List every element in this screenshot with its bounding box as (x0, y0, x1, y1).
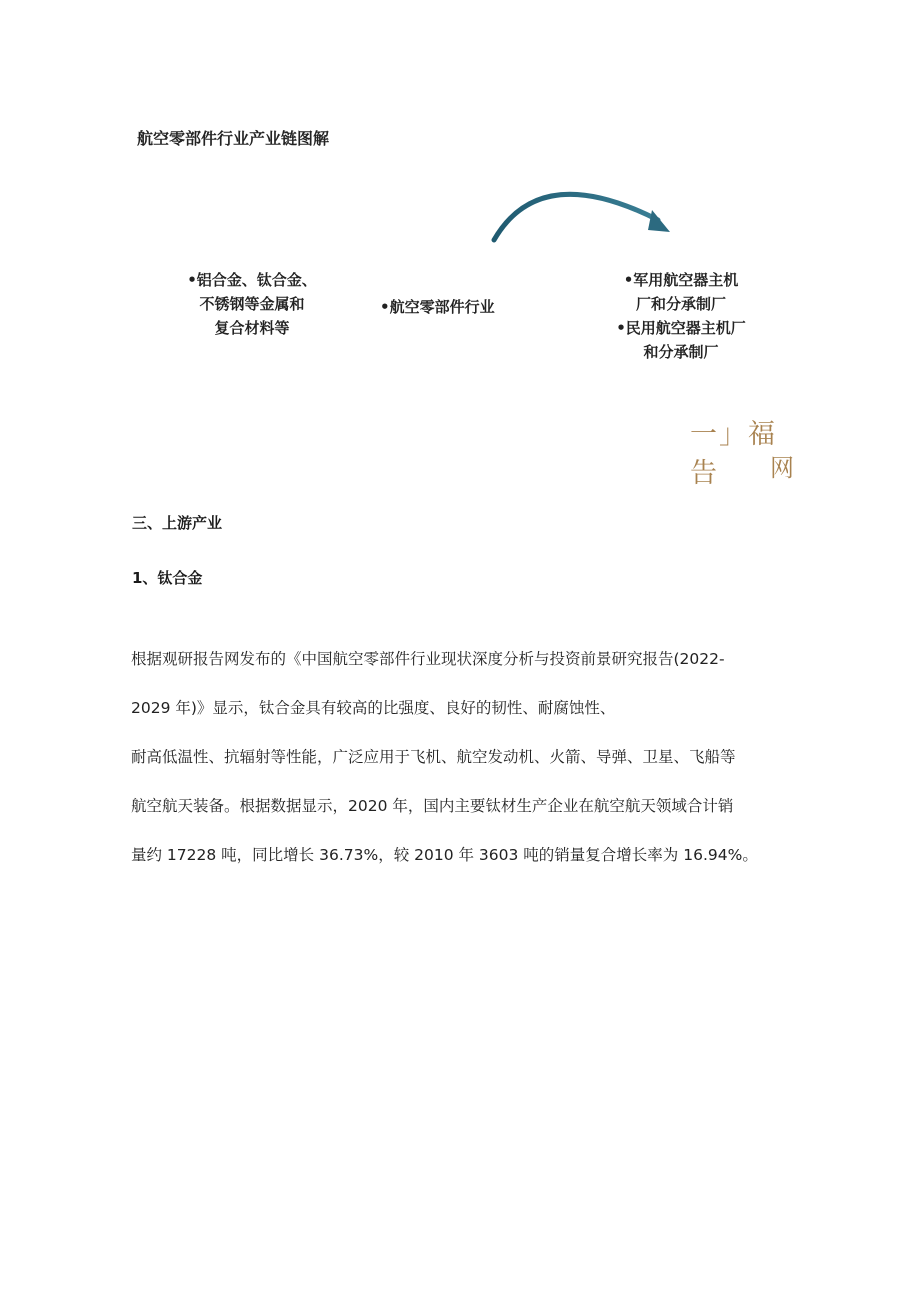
downstream-line: 和分承制厂 (643, 343, 719, 361)
body-paragraph (131, 640, 806, 885)
subsection-heading: 1、钛合金 (132, 569, 203, 587)
watermark-line1: 一」福告 (690, 419, 777, 489)
watermark-line2: 网 (770, 454, 796, 482)
downstream-line: •军用航空器主机 (623, 271, 739, 289)
paragraph-line: 根据观研报告网发布的《中国航空零部件行业现状深度分析与投资前景研究报告(2022- (131, 650, 725, 668)
downstream-line: •民用航空器主机厂 (616, 319, 746, 337)
upstream-node (172, 268, 332, 340)
paragraph-line: 2029 年)》显示，钛合金具有较高的比强度、良好的韧性、耐腐蚀性、 (131, 699, 616, 717)
flow-arrow (480, 170, 680, 250)
watermark (690, 412, 802, 489)
paragraph-line: 量约 17228 吨，同比增长 36.73%，较 2010 年 3603 吨的销量复合增长率为 16.94%。 (131, 846, 758, 864)
diagram-title: 航空零部件行业产业链图解 (137, 129, 330, 148)
paragraph-line: 耐高低温性、抗辐射等性能，广泛应用于飞机、航空发动机、火箭、导弹、卫星、飞船等 (131, 748, 736, 766)
midstream-node: •航空零部件行业 (380, 298, 495, 316)
downstream-node (596, 268, 766, 364)
upstream-line: 不锈钢等金属和 (199, 295, 305, 313)
upstream-line: 复合材料等 (214, 319, 290, 337)
downstream-line: 厂和分承制厂 (635, 295, 726, 313)
paragraph-line: 航空航天装备。根据数据显示，2020 年，国内主要钛材生产企业在航空航天领域合计销 (131, 797, 734, 815)
section-heading: 三、上游产业 (132, 514, 223, 532)
upstream-line: •铝合金、钛合金、 (187, 271, 317, 289)
